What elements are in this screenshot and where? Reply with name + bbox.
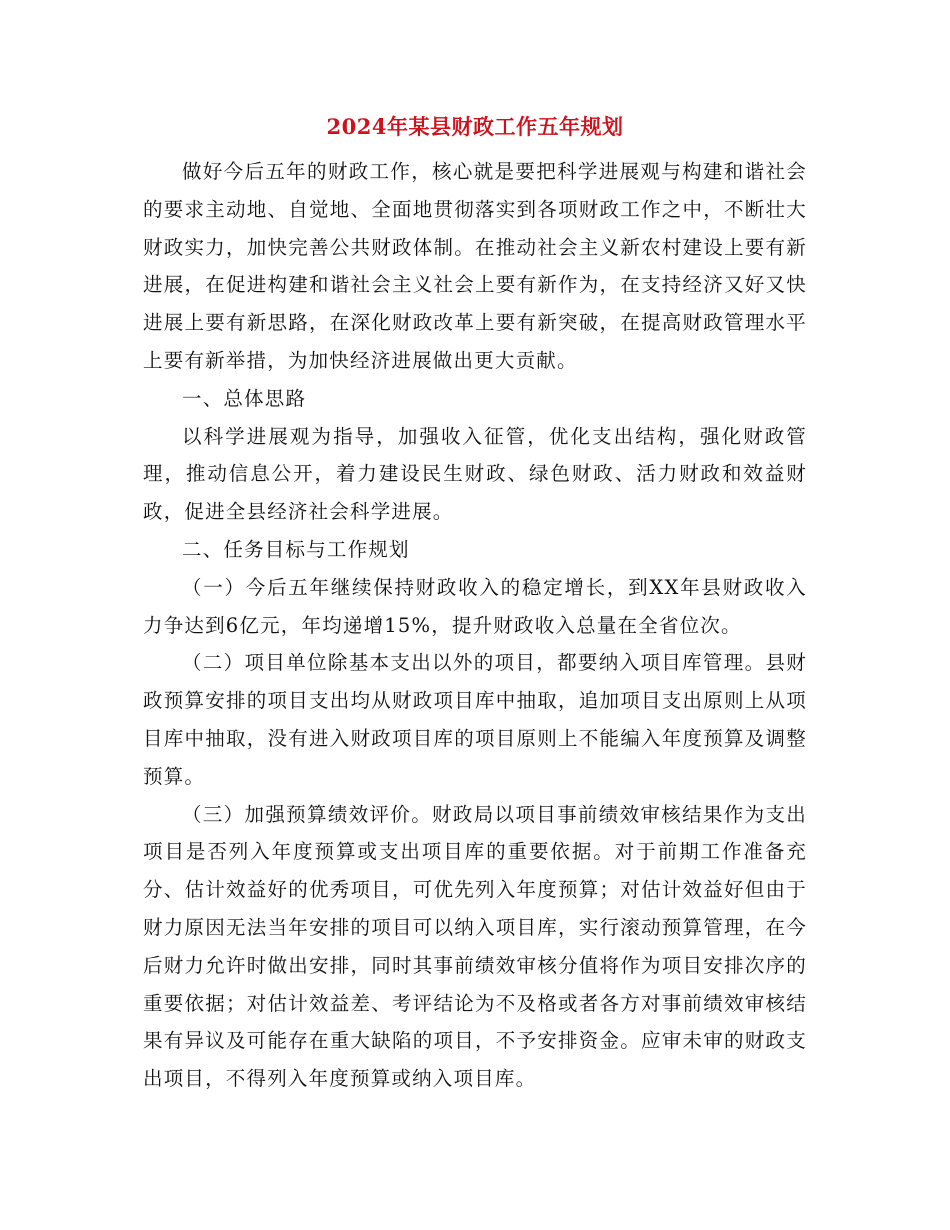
paragraph-task-3: （三）加强预算绩效评价。财政局以项目事前绩效审核结果作为支出项目是否列入年度预算或支出项目库的重要依据。对于前期工作准备充分、估计效益好的优秀项目，可优先列入年度预算；对估计效益好但由于财力原因无法当年安排的项目可以纳入项目库，实行滚动预算管理，在今后财力允许时做出安排，同时其事前绩效审核分值将作为项目安排次序的重要依据；对估计效益差、考评结论为不及格或者各方对事前绩效审核结果有异议及可能存在重大缺陷的项目，不予安排资金。应审未审的财政支出项目，不得列入年度预算或纳入项目库。 xyxy=(143,802,807,1091)
section-heading-tasks-and-plan: 二、任务目标与工作规划 xyxy=(182,537,410,561)
document-body xyxy=(143,153,807,1098)
section-heading-overall-approach: 一、总体思路 xyxy=(182,386,307,410)
paragraph-task-1: （一）今后五年继续保持财政收入的稳定增长，到XX年县财政收入力争达到6亿元，年均递增15%，提升财政收入总量在全省位次。 xyxy=(143,575,807,637)
paragraph-overall-approach: 以科学进展观为指导，加强收入征管，优化支出结构，强化财政管理，推动信息公开，着力建设民生财政、绿色财政、活力财政和效益财政，促进全县经济社会科学进展。 xyxy=(143,424,807,524)
document-title: 2024年某县财政工作五年规划 xyxy=(326,114,624,139)
paragraph-intro: 做好今后五年的财政工作，核心就是要把科学进展观与构建和谐社会的要求主动地、自觉地、全面地贯彻落实到各项财政工作之中，不断壮大财政实力，加快完善公共财政体制。在推动社会主义新农村建设上要有新进展，在促进构建和谐社会主义社会上要有新作为，在支持经济又好又快进展上要有新思路，在深化财政改革上要有新突破，在提高财政管理水平上要有新举措，为加快经济进展做出更大贡献。 xyxy=(143,160,807,372)
paragraph-task-2: （二）项目单位除基本支出以外的项目，都要纳入项目库管理。县财政预算安排的项目支出均从财政项目库中抽取，追加项目支出原则上从项目库中抽取，没有进入财政项目库的项目原则上不能编入年度预算及调整预算。 xyxy=(143,651,807,788)
